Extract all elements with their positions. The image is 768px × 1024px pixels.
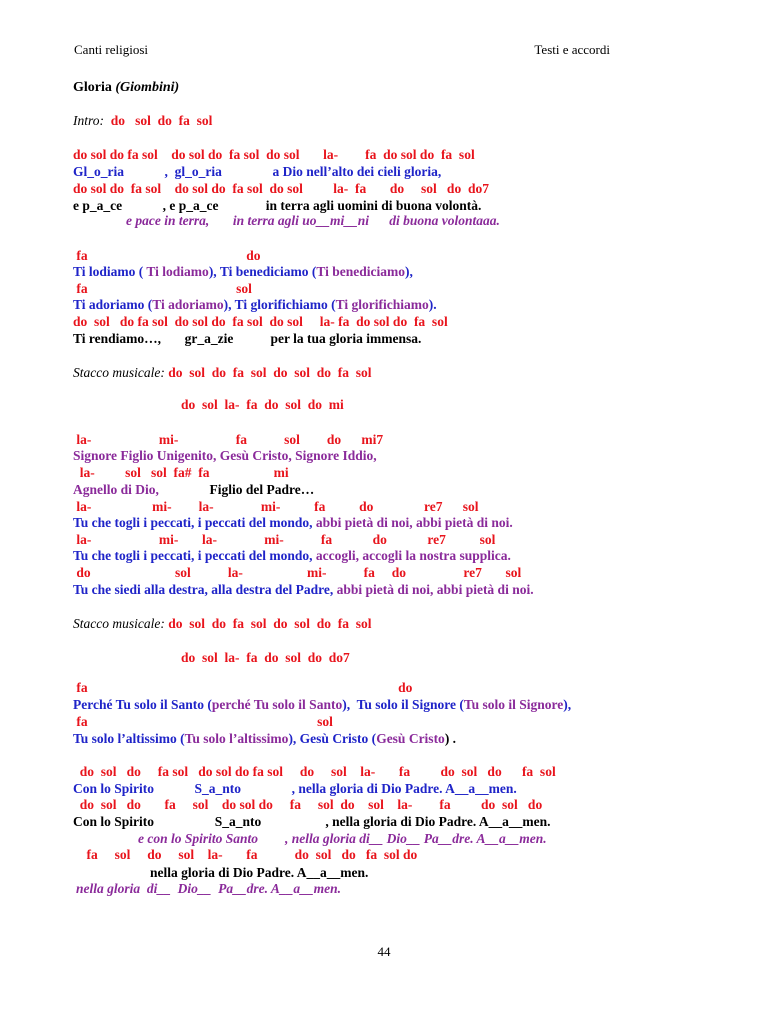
lyric-text: Tu che togli i peccati, i peccati del mondo, [73,548,316,563]
chord-text: la- mi- la- mi- fa do re7 sol [73,499,479,514]
lyric-line [73,731,456,747]
lyric-text: Ti lodiamo ( [73,264,147,279]
chord-line [73,465,289,481]
lyric-text: nella gloria di__ Dio__ Pa__dre. A__a__men. [76,881,342,896]
chord-text: fa sol [73,281,252,296]
lyric-text: Ti rendiamo…, gr_a_zie per la tua gloria immensa. [73,331,422,346]
lyric-line [73,297,437,313]
chord-text: do sol do fa sol do sol do fa sol do sol la- fa do sol do [73,797,543,812]
chord-text: do sol la- mi- fa do re7 sol [73,565,522,580]
lyric-text: Tu che siedi alla destra, alla destra del Padre, [73,582,337,597]
lyric-line [138,831,547,847]
lyric-text: Tu che togli i peccati, i peccati del mondo, [73,515,316,530]
lyric-text: abbi pietà di noi, abbi pietà di noi. [336,582,534,597]
lyric-line [73,365,372,381]
lyric-text: Gloria [73,80,116,95]
lyric-line [73,164,441,180]
chord-text: do sol do fa sol do sol do fa sol do sol la- fa do sol do fa sol [73,147,475,162]
lyric-text: ), Ti glorifichiamo ( [223,297,336,312]
chord-line [73,680,412,696]
chord-text: fa sol [73,714,333,729]
lyric-text: Con lo Spirito S_a_nto , nella gloria di Dio Padre. A__a__men. [73,781,517,796]
chord-line [73,532,495,548]
chord-text: la- sol sol fa# fa mi [73,465,289,480]
lyric-text: Perché Tu solo il Santo ( [73,697,212,712]
lyric-text: e pace in terra, in terra agli uo__mi__ni di buona volontaaa. [126,213,500,228]
lyric-text: Figlio del Padre… [158,482,315,497]
chord-line [181,650,350,666]
lyric-text: ), Tu solo il Signore ( [342,697,464,712]
chord-line [73,432,383,448]
lyric-line [73,198,481,214]
chord-text: fa do [73,248,261,263]
lyric-text: Ti glorifichiamo [335,297,429,312]
chord-text: fa sol do sol la- fa do sol do fa sol do [73,847,418,862]
chord-line [73,714,333,730]
chord-line [73,764,556,780]
lyric-text: (Giombini) [115,80,180,95]
lyric-line [73,781,517,797]
chord-line [181,397,344,413]
chord-text: fa do [73,680,413,695]
chord-line [73,847,417,863]
lyric-line [73,697,571,713]
chord-text: do sol do fa sol do sol do fa sol do sol la- fa do sol do fa sol [73,764,556,779]
lyric-text: Signore Figlio Unigenito, Gesù Cristo, Signore Iddio, [73,448,377,463]
chord-text: do sol do fa sol do sol do fa sol [164,616,372,631]
lyric-line [73,582,534,598]
chord-line [73,314,448,330]
lyric-text: Ti benediciamo [316,264,405,279]
chord-text: la- mi- fa sol do mi7 [73,432,384,447]
lyric-text: Tu solo l’altissimo ( [73,731,185,746]
chord-text: la- mi- la- mi- fa do re7 sol [73,532,496,547]
lyric-line [73,515,513,531]
lyric-text: Ti adoriamo [152,297,224,312]
lyric-text: Tu solo il Signore [463,697,564,712]
lyric-line [73,264,413,280]
lyric-text: ), Gesù Cristo ( [288,731,377,746]
lyric-text: ). [428,297,437,312]
chord-text: do sol do fa sol [104,113,213,128]
lyric-line [150,865,368,881]
lyric-line [73,113,212,129]
lyric-line [73,548,511,564]
lyric-text: Ti adoriamo ( [73,297,153,312]
chord-line [73,248,261,264]
lyric-text: ) . [444,731,457,746]
chord-line [73,181,489,197]
lyric-text: nella gloria di Dio Padre. A__a__men. [150,865,369,880]
lyric-line [73,448,377,464]
lyric-text: accogli, accogli la nostra supplica. [315,548,511,563]
lyric-text: Gl_o_ria , gl_o_ria a Dio nell’alto dei cieli gloria, [73,164,442,179]
lyric-text: Con lo Spirito S_a_nto , nella gloria di Dio Padre. A__a__men. [73,814,551,829]
chord-text: do sol la- fa do sol do do7 [181,650,350,665]
lyric-text: Stacco musicale: [73,616,165,631]
chord-line [73,281,252,297]
lyric-text: e p_a_ce , e p_a_ce in terra agli uomini di buona volontà. [73,198,482,213]
lyric-line [126,213,500,229]
song-title [73,80,179,96]
chord-text: do sol la- fa do sol do mi [181,397,344,412]
chord-line [73,797,542,813]
page-number: 44 [377,944,391,959]
lyric-line [73,616,372,632]
lyric-line [73,814,551,830]
header-right: Testi e accordi [534,42,610,57]
lyric-text: perché Tu solo il Santo [211,697,343,712]
lyric-text: Stacco musicale: [73,365,165,380]
lyric-text: ), [563,697,572,712]
lyric-text: Ti lodiamo [146,264,209,279]
chord-text: do sol do fa sol do sol do fa sol [164,365,372,380]
lyric-text: Tu solo l’altissimo [184,731,289,746]
lyric-text: Gesù Cristo [376,731,445,746]
chord-line [73,147,475,163]
chord-text: do sol do fa sol do sol do fa sol do sol la- fa do sol do do7 [73,181,489,196]
chord-line [73,565,521,581]
chord-line [73,499,478,515]
lyric-text: ), Ti benediciamo ( [208,264,317,279]
lyric-text: ), [404,264,413,279]
header-left: Canti religiosi [74,42,149,57]
lyric-text: Agnello di Dio, [73,482,159,497]
lyric-line [76,881,341,897]
lyric-text: Intro: [73,113,104,128]
lyric-line [73,482,314,498]
lyric-text: abbi pietà di noi, abbi pietà di noi. [315,515,513,530]
lyric-line [73,331,421,347]
lyric-text: e con lo Spirito Santo , nella gloria di__ Dio__ Pa__dre. A__a__men. [138,831,547,846]
chord-text: do sol do fa sol do sol do fa sol do sol la- fa do sol do fa sol [73,314,448,329]
